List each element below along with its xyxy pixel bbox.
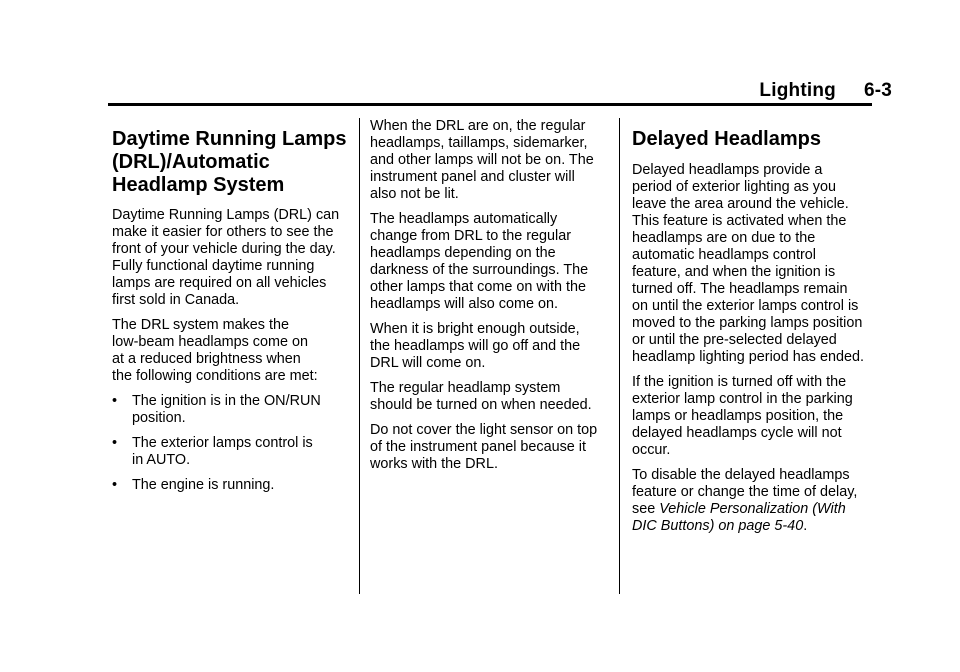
- text-line: Fully functional daytime running: [112, 258, 315, 274]
- text-line: [632, 518, 872, 535]
- drl-paragraph: [370, 380, 608, 414]
- text-line: The headlamps automatically: [370, 211, 558, 227]
- drl-paragraph: [370, 321, 608, 372]
- drl-paragraph: [370, 211, 608, 313]
- text-line: also not be lit.: [370, 186, 459, 202]
- text-line: and other lamps will not be on. The: [370, 152, 594, 168]
- bullet-icon: •: [112, 393, 118, 409]
- text-line: or until the pre-selected delayed: [632, 332, 837, 348]
- text-line: headlamps, taillamps, sidemarker,: [370, 135, 588, 151]
- delayed-headlamps-heading: Delayed Headlamps: [632, 128, 821, 150]
- list-item: [112, 393, 350, 427]
- bullet-icon: •: [112, 477, 118, 493]
- text-line: The DRL system makes the: [112, 317, 290, 333]
- text-line: lamps or headlamps position, the: [632, 408, 844, 424]
- see-prefix: see: [632, 501, 660, 517]
- sentence-end: .: [803, 518, 808, 534]
- drl-paragraph: [370, 118, 608, 203]
- text-line: automatic headlamps control: [632, 247, 816, 263]
- delayed-disable-paragraph: [632, 467, 872, 535]
- text-line: exterior lamp control in the parking: [632, 391, 853, 407]
- header-rule: [108, 103, 872, 106]
- text-line: darkness of the surroundings. The: [370, 262, 589, 278]
- text-line: Daytime Running Lamps (DRL) can: [112, 207, 340, 223]
- section-title: Lighting: [759, 80, 836, 101]
- text-line: the following conditions are met:: [112, 368, 318, 384]
- drl-heading: [112, 128, 350, 197]
- text-line: make it easier for others to see the: [112, 224, 334, 240]
- text-line: DRL will come on.: [370, 355, 486, 371]
- text-line: headlamps depending on the: [370, 245, 556, 261]
- text-line: turned off. The headlamps remain: [632, 281, 848, 297]
- text-line: leave the area around the vehicle.: [632, 196, 849, 212]
- text-line: Delayed headlamps provide a: [632, 162, 823, 178]
- column-divider: [619, 118, 620, 594]
- text-line: The ignition is in the ON/RUN: [132, 393, 321, 409]
- text-line: headlamps will also come on.: [370, 296, 558, 312]
- text-line: [632, 501, 872, 518]
- text-line: When it is bright enough outside,: [370, 321, 580, 337]
- text-line: headlamp lighting period has ended.: [632, 349, 865, 365]
- text-line: When the DRL are on, the regular: [370, 118, 586, 134]
- text-line: position.: [132, 410, 186, 426]
- text-line: period of exterior lighting as you: [632, 179, 836, 195]
- drl-heading-line: (DRL)/Automatic: [112, 151, 270, 173]
- vehicle-personalization-link[interactable]: Vehicle Personalization (With: [659, 501, 846, 517]
- text-line: feature or change the time of delay,: [632, 484, 858, 500]
- column-3: [632, 118, 872, 543]
- text-line: To disable the delayed headlamps: [632, 467, 850, 483]
- text-line: moved to the parking lamps position: [632, 315, 863, 331]
- text-line: lamps are required on all vehicles: [112, 275, 327, 291]
- text-line: headlamps are on due to the: [632, 230, 816, 246]
- text-line: low-beam headlamps come on: [112, 334, 308, 350]
- text-line: works with the DRL.: [370, 456, 498, 472]
- page-number: 6-3: [863, 80, 892, 101]
- text-line: If the ignition is turned off with the: [632, 374, 847, 390]
- text-line: other lamps that come on with the: [370, 279, 586, 295]
- text-line: the headlamps will go off and the: [370, 338, 581, 354]
- vehicle-personalization-link-cont[interactable]: DIC Buttons) on page 5-40: [632, 518, 804, 534]
- page-header: [759, 80, 892, 102]
- drl-intro-paragraph: [112, 207, 350, 309]
- drl-conditions-list: [112, 393, 350, 494]
- text-line: Do not cover the light sensor on top: [370, 422, 598, 438]
- text-line: occur.: [632, 442, 671, 458]
- drl-conditions-paragraph: [112, 317, 350, 385]
- column-divider: [359, 118, 360, 594]
- list-item: [112, 477, 350, 494]
- text-line: The exterior lamps control is: [132, 435, 313, 451]
- text-line: on until the exterior lamps control is: [632, 298, 859, 314]
- text-line: should be turned on when needed.: [370, 397, 592, 413]
- text-line: in AUTO.: [132, 452, 191, 468]
- text-line: The regular headlamp system: [370, 380, 561, 396]
- text-line: front of your vehicle during the day.: [112, 241, 336, 257]
- delayed-paragraph: [632, 162, 872, 366]
- drl-heading-line: Headlamp System: [112, 174, 285, 196]
- text-line: of the instrument panel because it: [370, 439, 586, 455]
- text-line: This feature is activated when the: [632, 213, 847, 229]
- bullet-icon: •: [112, 435, 118, 451]
- delayed-paragraph: [632, 374, 872, 459]
- text-line: change from DRL to the regular: [370, 228, 572, 244]
- text-line: at a reduced brightness when: [112, 351, 301, 367]
- list-item: [112, 435, 350, 469]
- text-line: first sold in Canada.: [112, 292, 240, 308]
- text-line: feature, and when the ignition is: [632, 264, 836, 280]
- text-line: The engine is running.: [132, 477, 275, 493]
- drl-paragraph: [370, 422, 608, 473]
- column-1: [112, 118, 350, 502]
- drl-heading-line: Daytime Running Lamps: [112, 128, 347, 150]
- column-2: [370, 118, 608, 481]
- text-line: instrument panel and cluster will: [370, 169, 575, 185]
- text-line: delayed headlamps cycle will not: [632, 425, 842, 441]
